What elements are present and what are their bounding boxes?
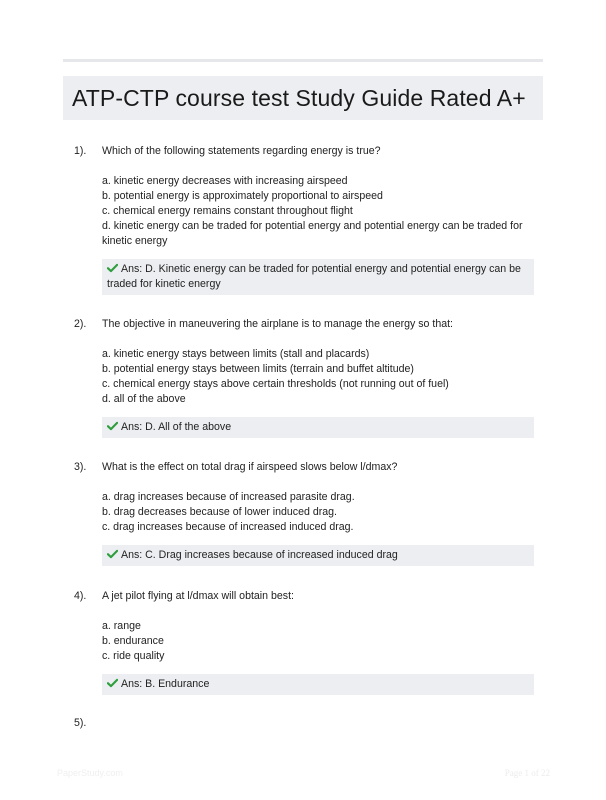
option-b: b. potential energy stays between limits (terrain and buffet altitude): [102, 363, 414, 375]
check-icon: [107, 549, 118, 559]
question-text: A jet pilot flying at l/dmax will obtain best:: [102, 590, 294, 602]
answer-box: [102, 259, 534, 295]
options-list: [102, 174, 534, 249]
option-b: b. endurance: [102, 635, 164, 647]
options-list: [102, 347, 534, 407]
option-a: a. range: [102, 620, 141, 632]
check-icon: [107, 263, 118, 273]
answer-box: [102, 674, 534, 695]
question-number: 1).: [74, 145, 87, 157]
question-number: 5).: [74, 717, 87, 729]
page-title: ATP-CTP course test Study Guide Rated A+: [72, 84, 526, 111]
page-number: Page 1 of 22: [504, 768, 550, 778]
footer-watermark: PaperStudy.com: [57, 768, 123, 778]
top-divider: [63, 59, 543, 62]
check-icon: [107, 678, 118, 688]
answer-text: Ans: D. Kinetic energy can be traded for potential energy and potential energy can be traded for kinetic energy: [107, 263, 521, 290]
option-c: c. ride quality: [102, 650, 165, 662]
question-text: The objective in maneuvering the airplane is to manage the energy so that:: [102, 318, 453, 330]
option-b: b. potential energy is approximately proportional to airspeed: [102, 190, 383, 202]
option-d: d. kinetic energy can be traded for potential energy and potential energy can be traded for kinetic energy: [102, 220, 523, 247]
check-icon: [107, 421, 118, 431]
answer-box: [102, 545, 534, 566]
title-bar: [63, 76, 543, 120]
answer-box: [102, 417, 534, 438]
option-a: a. drag increases because of increased parasite drag.: [102, 491, 355, 503]
options-list: [102, 619, 534, 664]
option-d: d. all of the above: [102, 393, 186, 405]
question-number: 3).: [74, 461, 87, 473]
option-c: c. chemical energy remains constant throughout flight: [102, 205, 353, 217]
answer-text: Ans: C. Drag increases because of increased induced drag: [121, 549, 398, 561]
question-text: Which of the following statements regarding energy is true?: [102, 145, 381, 157]
option-c: c. drag increases because of increased induced drag.: [102, 521, 354, 533]
question-number: 4).: [74, 590, 87, 602]
question-text: What is the effect on total drag if airspeed slows below l/dmax?: [102, 461, 398, 473]
option-c: c. chemical energy stays above certain thresholds (not running out of fuel): [102, 378, 449, 390]
option-a: a. kinetic energy stays between limits (stall and placards): [102, 348, 370, 360]
options-list: [102, 490, 534, 535]
answer-text: Ans: D. All of the above: [121, 421, 232, 433]
question-number: 2).: [74, 318, 87, 330]
answer-text: Ans: B. Endurance: [121, 678, 210, 690]
option-b: b. drag decreases because of lower induced drag.: [102, 506, 337, 518]
option-a: a. kinetic energy decreases with increasing airspeed: [102, 175, 348, 187]
